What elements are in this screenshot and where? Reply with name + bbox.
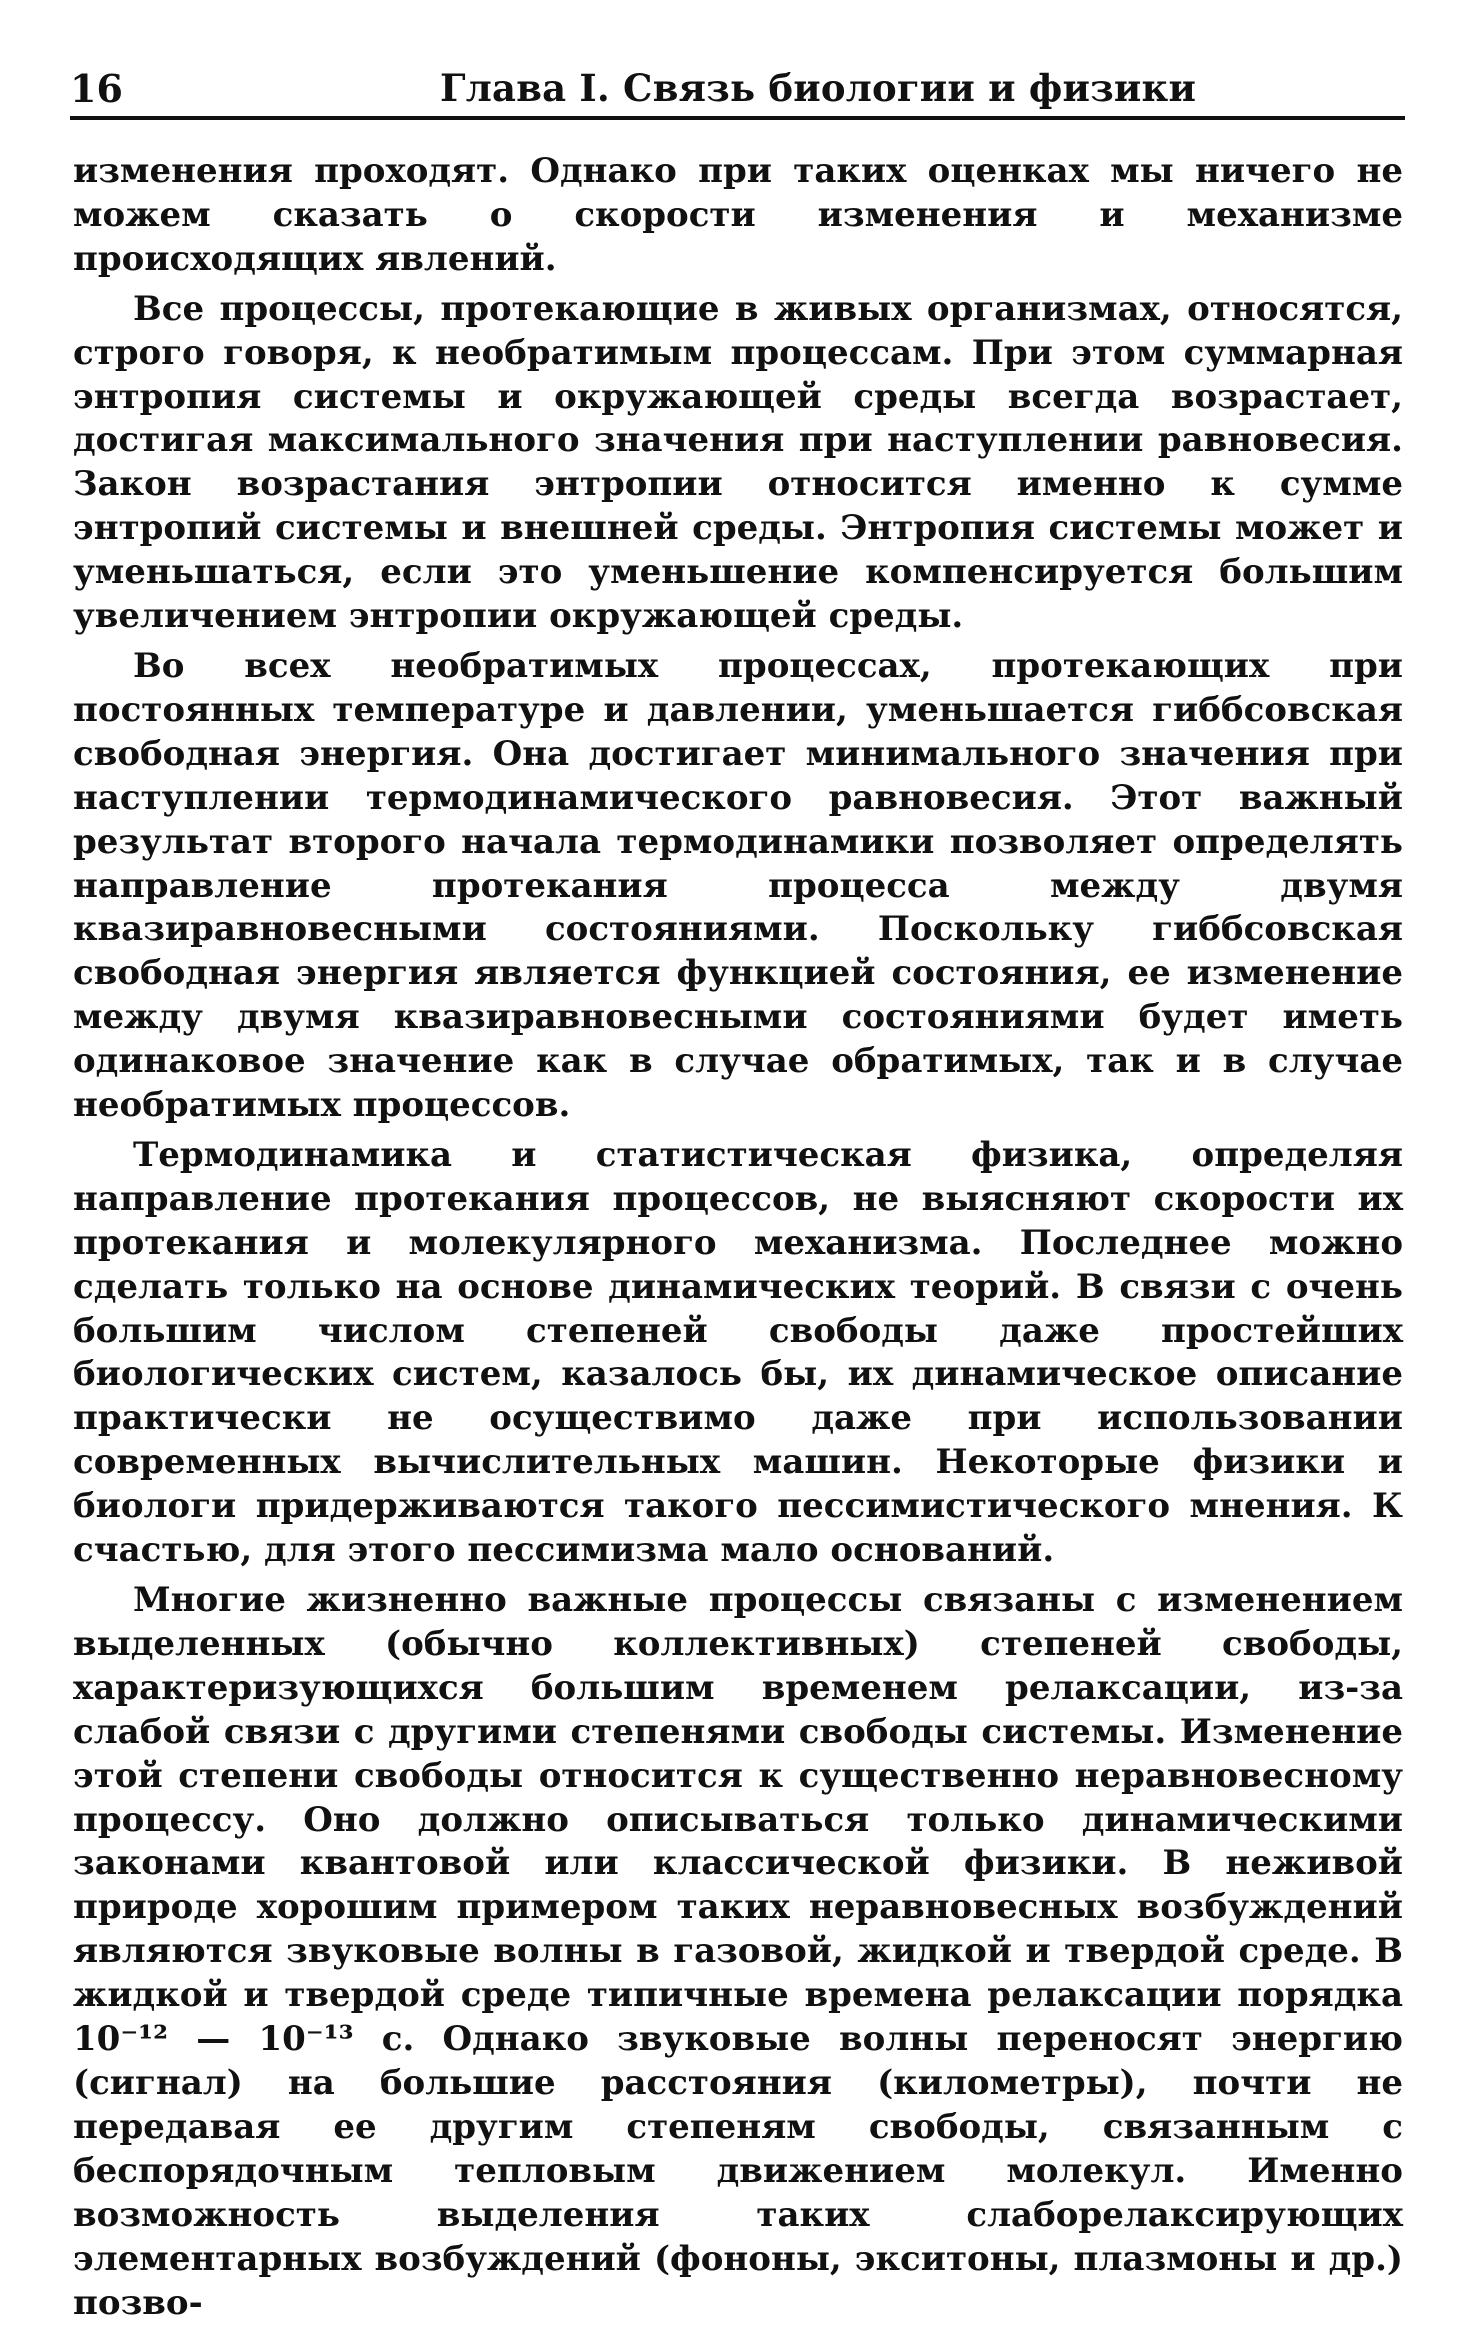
paragraph-gibbs-energy: Во всех необратимых процессах, протекающих при постоянных температуре и давлении, уменьшается гиббсовская свободная энергия. Она достигает минимального значения при наступлении термодинамического равновесия. Этот важный результат второго начала термодинамики позволяет определять направление протекания процесса между двумя квазиравновесными состояниями. Поскольку гиббсовская свободная энергия является функцией состояния, ее изменение между двумя квазиравновесными состояниями будет иметь одинаковое значение как в случае обратимых, так и в случае необратимых процессов. bbox=[73, 645, 1403, 1126]
paragraph-dynamic-theories: Термодинамика и статистическая физика, определяя направление протекания процессов, не выясняют скорости их протекания и молекулярного механизма. Последнее можно сделать только на основе динамических теорий. В связи с очень большим числом степеней свободы даже простейших биологических систем, казалось бы, их динамическое описание практически не осуществимо даже при использовании современных вычислительных машин. Некоторые физики и биологи придерживаются такого пессимистического мнения. К счастью, для этого пессимизма мало оснований. bbox=[73, 1134, 1403, 1571]
paragraph-continuation: изменения проходят. Однако при таких оценках мы ничего не можем сказать о скорости изменения и механизме происходящих явлений. bbox=[73, 151, 1403, 279]
paragraph-irreversible-processes: Все процессы, протекающие в живых организмах, относятся, строго говоря, к необратимым процессам. При этом суммарная энтропия системы и окружающей среды всегда возрастает, достигая максимального значения при наступлении равновесия. Закон возрастания энтропии относится именно к сумме энтропий системы и внешней среды. Энтропия системы может и уменьшаться, если это уменьшение компенсируется большим увеличением энтропии окружающей среды. bbox=[73, 288, 1403, 637]
body-text bbox=[73, 150, 1403, 2325]
page-header bbox=[70, 58, 1405, 118]
header-rule bbox=[70, 116, 1405, 120]
paragraph-relaxation: Многие жизненно важные процессы связаны с изменением выделенных (обычно коллективных) степеней свободы, характеризующихся большим временем релаксации, из-за слабой связи с другими степенями свободы системы. Изменение этой степени свободы относится к существенно неравновесному процессу. Оно должно описываться только динамическими законами квантовой или классической физики. В неживой природе хорошим примером таких неравновесных возбуждений являются звуковые волны в газовой, жидкой и твердой среде. В жидкой и твердой среде типичные времена релаксации порядка 10⁻¹² — 10⁻¹³ с. Однако звуковые волны переносят энергию (сигнал) на большие расстояния (километры), почти не передавая ее другим степеням свободы, связанным с беспорядочным тепловым движением молекул. Именно возможность выделения таких слаборелаксирующих элементарных возбуждений (фононы, экситоны, плазмоны и др.) позво- bbox=[73, 1580, 1403, 2323]
running-head: Глава I. Связь биологии и физики bbox=[440, 66, 1197, 110]
page-number: 16 bbox=[70, 66, 123, 111]
